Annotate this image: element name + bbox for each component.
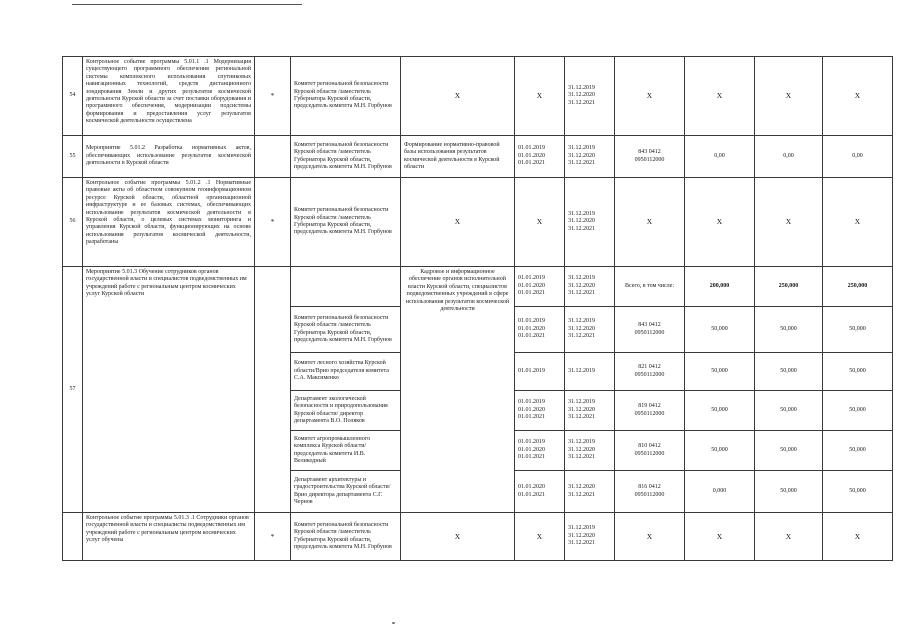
- executor: Департамент экологической безопасности и природопользования Курской области/ директор департамента В.О. Поляков: [291, 391, 401, 431]
- start-dates: 01.01.2019 01.01.2020 01.01.2021: [515, 136, 565, 178]
- value-2020: X: [755, 57, 823, 136]
- value-2021: 50,000: [823, 353, 893, 391]
- row-number-empty: [63, 513, 83, 561]
- table-row: [63, 136, 893, 178]
- end-dates: 31.12.2019 31.12.2020 31.12.2021: [565, 431, 615, 471]
- executor: Департамент архитектуры и градостроительства Курской области/ Врио директора департамента С.Г. Чернов: [291, 471, 401, 513]
- kbk: 843 0412 0950112000: [615, 136, 685, 178]
- value-2021: X: [823, 178, 893, 267]
- start-dates: 01.01.2020 01.01.2021: [515, 471, 565, 513]
- value-2020: X: [755, 513, 823, 561]
- result: X: [401, 178, 515, 267]
- start-date: X: [515, 57, 565, 136]
- value-2019: 50,000: [685, 353, 755, 391]
- executor-empty: [291, 267, 401, 307]
- result: X: [401, 513, 515, 561]
- marker: *: [255, 57, 291, 136]
- value-2019: X: [685, 178, 755, 267]
- kbk: 816 0412 0950112000: [615, 471, 685, 513]
- result: Кадровое и информационное обеспечение органов исполнительной власти Курской области, специалистов подведомственных учреждений в сфере использования результатов космической деятельности: [401, 267, 515, 513]
- end-dates: 31.12.2019 31.12.2020 31.12.2021: [565, 136, 615, 178]
- end-dates: 31.12.2019 31.12.2020 31.12.2021: [565, 391, 615, 431]
- marker: *: [255, 513, 291, 561]
- start-dates: 01.01.2019 01.01.2020 01.01.2021: [515, 307, 565, 353]
- kbk: 819 0412 0950112000: [615, 391, 685, 431]
- value-2020: 50,000: [755, 391, 823, 431]
- start-date: X: [515, 513, 565, 561]
- value-2019: X: [685, 513, 755, 561]
- end-dates: 31.12.2019: [565, 353, 615, 391]
- value-2021: 0,00: [823, 136, 893, 178]
- value-2020: 0,00: [755, 136, 823, 178]
- event-text: Мероприятие 5.01.2 Разработка нормативных актов, обеспечивающих использование результатов космической деятельности в Курской области: [83, 136, 255, 178]
- value-2021: X: [823, 513, 893, 561]
- kbk: 843 0412 0950112000: [615, 307, 685, 353]
- result: X: [401, 57, 515, 136]
- value-2020: 50,000: [755, 353, 823, 391]
- event-text: Контрольное событие программы 5.01.2 .1 Нормативные правовые акты об областном совокупном геоинформационном ресурсе Курской области, областной организационной инфраструктуре и ее базовых системах, обеспечивающих использование результатов космической деятельности в Курской области, о целевых системах мониторинга и управления Курской области, функционирующих на основе использования результатов космической деятельности, разработаны: [83, 178, 255, 267]
- executor: Комитет региональной безопасности Курской области /заместитель Губернатора Курской области, председатель комитета М.Н. Горбунов: [291, 513, 401, 561]
- value-2020: 50,000: [755, 431, 823, 471]
- table-row: [63, 513, 893, 561]
- executor: Комитет региональной безопасности Курской области /заместитель Губернатора Курской области, председатель комитета М.Н. Горбунов: [291, 136, 401, 178]
- table-row: [63, 178, 893, 267]
- value-2019: X: [685, 57, 755, 136]
- row-number: 55: [63, 136, 83, 178]
- table-row: [63, 267, 893, 307]
- start-dates: 01.01.2019 01.01.2020 01.01.2021: [515, 391, 565, 431]
- result: Формирование нормативно-правовой базы использования результатов космической деятельности в Курской области: [401, 136, 515, 178]
- marker-empty: [255, 136, 291, 178]
- kbk: 821 0412 0950112000: [615, 353, 685, 391]
- end-dates: 31.12.2019 31.12.2020 31.12.2021: [565, 57, 615, 136]
- value-2021: 50,000: [823, 431, 893, 471]
- end-dates: 31.12.2019 31.12.2020 31.12.2021: [565, 307, 615, 353]
- row-number: 56: [63, 178, 83, 267]
- executor: Комитет региональной безопасности Курской области /заместитель Губернатора Курской области, председатель комитета М.Н. Горбунов: [291, 178, 401, 267]
- program-events-table: [62, 56, 893, 561]
- value-2019-total: 200,000: [685, 267, 755, 307]
- marker-empty: [255, 267, 291, 513]
- value-2019: 50,000: [685, 307, 755, 353]
- kbk: 810 0412 0950112000: [615, 431, 685, 471]
- value-2020: 50,000: [755, 307, 823, 353]
- value-2021: X: [823, 57, 893, 136]
- scan-speck: [392, 622, 395, 624]
- plan-table-sheet: [62, 56, 893, 561]
- end-dates: 31.12.2019 31.12.2020 31.12.2021: [565, 178, 615, 267]
- event-text: Контрольное событие программы 5.01.1 .1 Модернизация существующего программного обеспечения региональной системы комплексного использования спутниковых навигационных технологий, средств дистанционного зондирования Земли и других результатов космической деятельности Курской области за счет поставки оборудования и программного обеспечения, модернизации подсистемы формирования и предоставления услуг результатов космической деятельности осуществлена: [83, 57, 255, 136]
- event-text: Контрольное событие программы 5.01.3 .1 Сотрудники органов государственной власти и специалисты подведомственных им учреждений работе с региональным центром космических услуг обучены: [83, 513, 255, 561]
- kbk: X: [615, 178, 685, 267]
- start-dates: 01.01.2019 01.01.2020 01.01.2021: [515, 267, 565, 307]
- value-2019: 50,000: [685, 431, 755, 471]
- value-2021: 50,000: [823, 391, 893, 431]
- value-2020-total: 250,000: [755, 267, 823, 307]
- kbk-total-label: Всего, в том числе:: [615, 267, 685, 307]
- event-text: Мероприятие 5.01.3 Обучение сотрудников органов государственной власти и специалистов подведомственных им учреждений работе с региональным центром космических услуг Курской области: [83, 267, 255, 513]
- header-rule: [72, 4, 302, 5]
- end-dates: 31.12.2019 31.12.2020 31.12.2021: [565, 267, 615, 307]
- kbk: X: [615, 513, 685, 561]
- end-dates: 31.12.2020 31.12.2021: [565, 471, 615, 513]
- value-2019: 0,000: [685, 471, 755, 513]
- value-2021: 50,000: [823, 471, 893, 513]
- executor: Комитет лесного хозяйства Курской области/Врио председателя комитета С.А. Максименко: [291, 353, 401, 391]
- row-number: 57: [63, 267, 83, 513]
- value-2020: 50,000: [755, 471, 823, 513]
- executor: Комитет агропромышленного комплекса Курской области/ председатель комитета И.В. Великодный: [291, 431, 401, 471]
- value-2021: 50,000: [823, 307, 893, 353]
- row-number: 54: [63, 57, 83, 136]
- executor: Комитет региональной безопасности Курской области /заместитель Губернатора Курской области, председатель комитета М.Н. Горбунов: [291, 307, 401, 353]
- start-dates: 01.01.2019 01.01.2020 01.01.2021: [515, 431, 565, 471]
- executor: Комитет региональной безопасности Курской области /заместитель Губернатора Курской области, председатель комитета М.Н. Горбунов: [291, 57, 401, 136]
- value-2019: 50,000: [685, 391, 755, 431]
- value-2021-total: 250,000: [823, 267, 893, 307]
- value-2019: 0,00: [685, 136, 755, 178]
- value-2020: X: [755, 178, 823, 267]
- start-dates: 01.01.2019: [515, 353, 565, 391]
- end-dates: 31.12.2019 31.12.2020 31.12.2021: [565, 513, 615, 561]
- table-row: [63, 57, 893, 136]
- start-date: X: [515, 178, 565, 267]
- kbk: X: [615, 57, 685, 136]
- marker: *: [255, 178, 291, 267]
